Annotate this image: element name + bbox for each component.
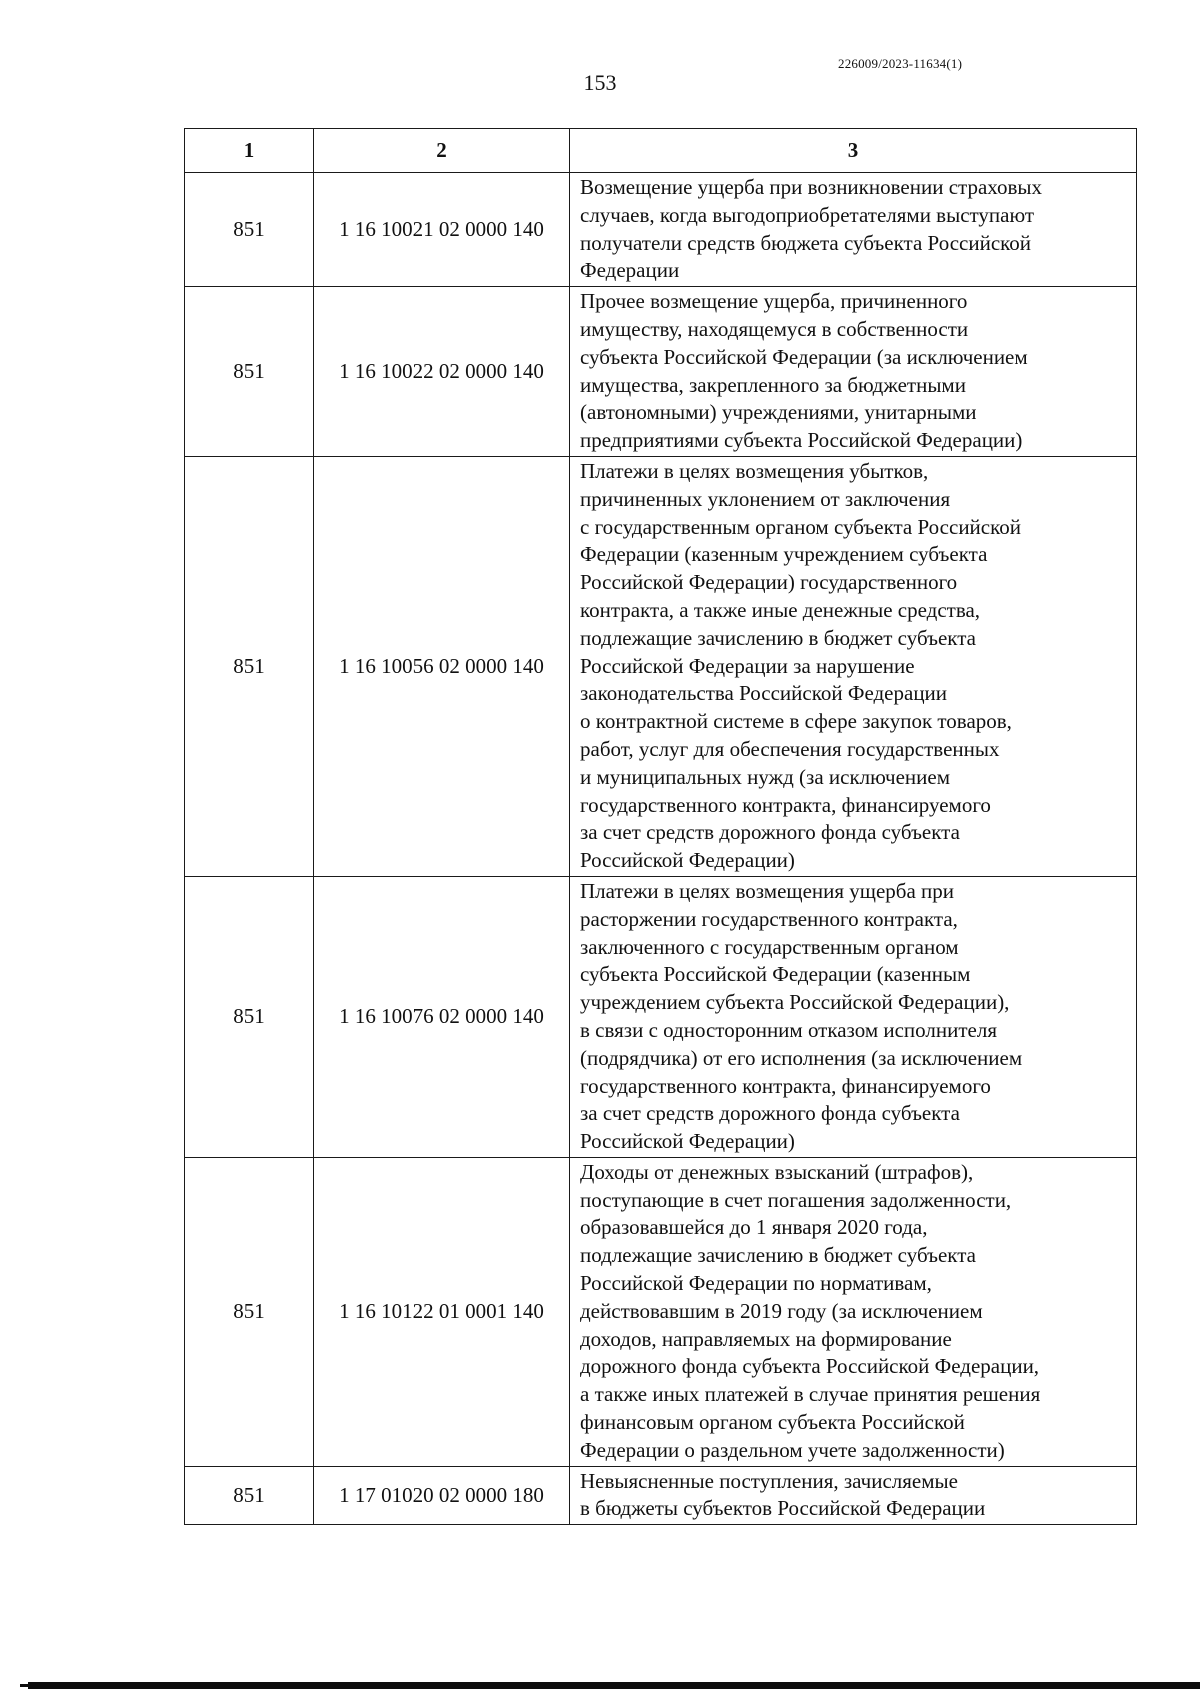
table-row: [185, 456, 1137, 876]
kbk-code-cell: 1 17 01020 02 0000 180: [314, 1466, 570, 1525]
kbk-code-cell: 1 16 10022 02 0000 140: [314, 287, 570, 457]
kbk-code-cell: 1 16 10122 01 0001 140: [314, 1157, 570, 1466]
admin-code-cell: 851: [185, 173, 314, 287]
admin-code-cell: 851: [185, 1466, 314, 1525]
column-header-1: 1: [185, 129, 314, 173]
description-cell: Платежи в целях возмещения ущерба при расторжении государственного контракта, заключенного с государственным органом субъекта Российской Федерации (казенным учреждением субъекта Российской Федерации), в связи с односторонним отказом исполнителя (подрядчика) от его исполнения (за исключением государственного контракта, финансируемого за счет средств дорожного фонда субъекта Российской Федерации): [570, 876, 1137, 1157]
description-cell: Возмещение ущерба при возникновении страховых случаев, когда выгодоприобретателями выступают получатели средств бюджета субъекта Российской Федерации: [570, 173, 1137, 287]
table-row: [185, 1466, 1137, 1525]
table-row: [185, 173, 1137, 287]
kbk-code-cell: 1 16 10056 02 0000 140: [314, 456, 570, 876]
table-row: [185, 287, 1137, 457]
table-row: [185, 876, 1137, 1157]
description-cell: Платежи в целях возмещения убытков, причиненных уклонением от заключения с государственным органом субъекта Российской Федерации (казенным учреждением субъекта Российской Федерации) государственного контракта, а также иные денежные средства, подлежащие зачислению в бюджет субъекта Российской Федерации за нарушение законодательства Российской Федерации о контрактной системе в сфере закупок товаров, работ, услуг для обеспечения государственных и муниципальных нужд (за исключением государственного контракта, финансируемого за счет средств дорожного фонда субъекта Российской Федерации): [570, 456, 1137, 876]
description-cell: Невыясненные поступления, зачисляемые в бюджеты субъектов Российской Федерации: [570, 1466, 1137, 1525]
kbk-code-cell: 1 16 10021 02 0000 140: [314, 173, 570, 287]
page-number: 153: [583, 70, 617, 95]
scan-edge-line: [28, 1682, 1200, 1689]
admin-code-cell: 851: [185, 287, 314, 457]
kbk-code-cell: 1 16 10076 02 0000 140: [314, 876, 570, 1157]
budget-codes-table: [184, 128, 1137, 1525]
description-cell: Прочее возмещение ущерба, причиненного имуществу, находящемуся в собственности субъекта Российской Федерации (за исключением имущества, закрепленного за бюджетными (автономными) учреждениями, унитарными предприятиями субъекта Российской Федерации): [570, 287, 1137, 457]
table-header-row: [185, 129, 1137, 173]
admin-code-cell: 851: [185, 456, 314, 876]
column-header-3: 3: [570, 129, 1137, 173]
admin-code-cell: 851: [185, 1157, 314, 1466]
table-row: [185, 1157, 1137, 1466]
column-header-2: 2: [314, 129, 570, 173]
admin-code-cell: 851: [185, 876, 314, 1157]
description-cell: Доходы от денежных взысканий (штрафов), поступающие в счет погашения задолженности, образовавшейся до 1 января 2020 года, подлежащие зачислению в бюджет субъекта Российской Федерации по нормативам, действовавшим в 2019 году (за исключением доходов, направляемых на формирование дорожного фонда субъекта Российской Федерации, а также иных платежей в случае принятия решения финансовым органом субъекта Российской Федерации о раздельном учете задолженности): [570, 1157, 1137, 1466]
document-id: 226009/2023-11634(1): [838, 56, 963, 71]
